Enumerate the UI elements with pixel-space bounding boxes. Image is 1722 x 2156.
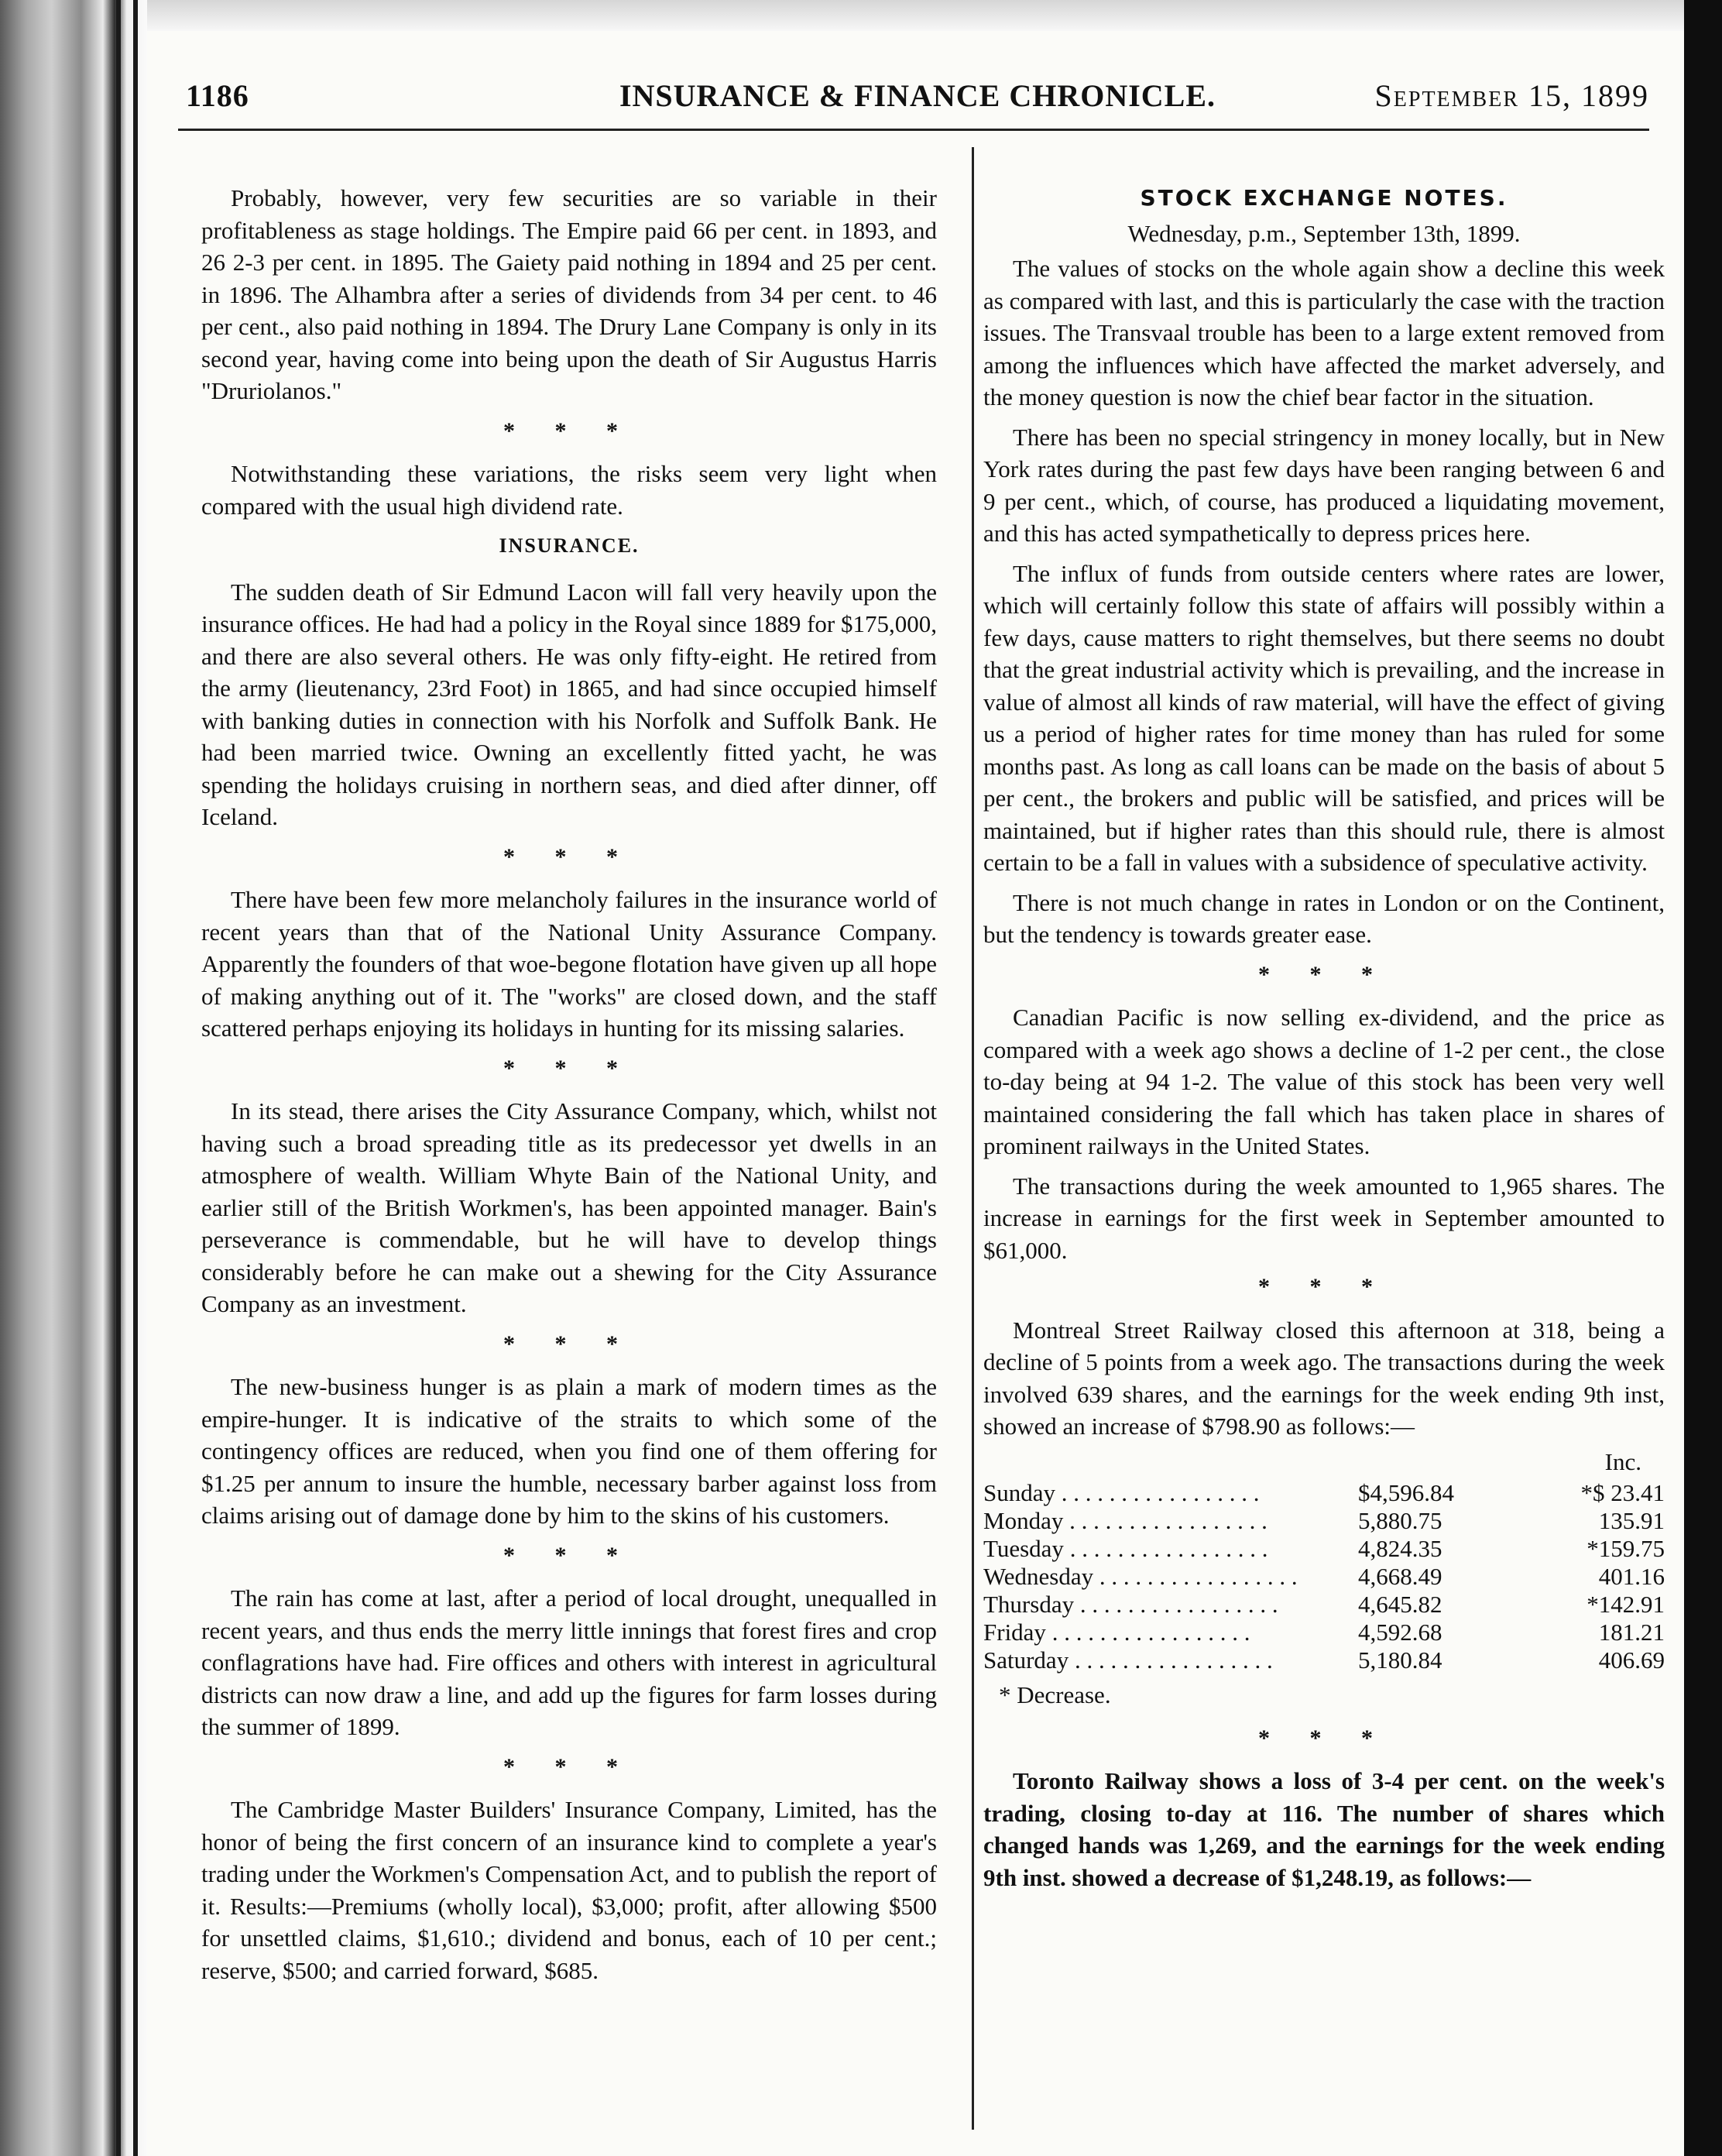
table-row	[983, 1619, 1665, 1646]
leader-dots: . . . . . . . . . . . . . . . . .	[1063, 1507, 1267, 1534]
paragraph: Montreal Street Railway closed this afternoon at 318, being a decline of 5 points from a week ago. The transactions during the week involved 639 shares, and the earnings for the week ending 9th inst, showed an increase of $798.90 as follows:—	[983, 1316, 1665, 1440]
day-label: Wednesday	[983, 1563, 1094, 1590]
paragraph: The sudden death of Sir Edmund Lacon will fall very heavily upon the insurance offices. He had had a policy in the Royal since 1889 for $175,000, and there are also several others. He was only fifty-eight. He retired from the army (lieutenancy, 23rd Foot) in 1865, and had since occupied himself with banking duties in connection with his Norfolk and Suffolk Bank. He had been married twice. Owning an excellently fitted yacht, he was spending the holidays cruising in northern seas, and died after dinner, off Iceland.	[201, 578, 937, 830]
section-separator: * * *	[503, 1542, 635, 1568]
table-note: * Decrease.	[999, 1681, 1111, 1708]
increase-cell: 181.21	[1598, 1619, 1665, 1646]
page-header	[186, 77, 1649, 132]
day-label: Saturday	[983, 1646, 1069, 1674]
publication-title: INSURANCE & FINANCE CHRONICLE.	[619, 78, 1216, 113]
paragraph: There have been few more melancholy failures in the insurance world of recent years than that of the National Unity Assurance Company. Apparently the founders of that woe-begone flotation have given up all hope of making anything out of it. The "works" are closed down, and the staff scattered perhaps enjoying its holidays in hunting for its missing salaries.	[201, 886, 937, 1042]
section-title: STOCK EXCHANGE NOTES.	[1140, 185, 1508, 211]
paragraph: The new-business hunger is as plain a mark of modern times as the empire-hunger. It is indicative of the straits to which some of the contingency offices are reduced, when you find one of them offering for $1.25 per annum to insure the humble, necessary barber against loss from claims arising out of damage done by him to the skins of his customers.	[201, 1373, 937, 1529]
paragraph: Canadian Pacific is now selling ex-dividend, and the price as compared with a week ago shows a decline of 1-2 per cent., the close to-day being at 94 1-2. The value of this stock has been very well maintained considering the fall which has taken place in shares of prominent railways in the United States.	[983, 1004, 1665, 1159]
scan-edge-line	[116, 0, 121, 2156]
table-row	[983, 1591, 1665, 1619]
table-row	[983, 1646, 1665, 1674]
scan-edge-line	[133, 0, 138, 2156]
section-separator: * * *	[503, 1753, 635, 1780]
leader-dots: . . . . . . . . . . . . . . . . .	[1063, 1535, 1268, 1562]
paragraph: The rain has come at last, after a period of local drought, unequalled in recent years, and thus ends the merry little innings that forest fires and crop conflagrations have had. Fire offices and others with interest in agricultural districts can now draw a line, and add up the figures for farm losses during the summer of 1899.	[201, 1584, 937, 1740]
column-divider	[972, 147, 974, 2130]
page-number: 1186	[186, 78, 249, 113]
header-rule	[178, 129, 1649, 131]
section-heading: INSURANCE.	[499, 534, 640, 557]
section-separator: * * *	[1258, 1725, 1390, 1751]
increase-cell: *$ 23.41	[1580, 1479, 1665, 1506]
day-label: Sunday	[983, 1479, 1055, 1506]
increase-cell: 406.69	[1598, 1646, 1665, 1674]
day-cell	[983, 1619, 1358, 1646]
day-cell	[983, 1479, 1358, 1507]
day-cell	[983, 1563, 1358, 1591]
left-column	[201, 182, 937, 1994]
day-label: Monday	[983, 1507, 1064, 1534]
amount-cell: 5,880.75	[1358, 1507, 1442, 1534]
section-separator: * * *	[503, 1055, 635, 1081]
day-cell	[983, 1646, 1358, 1674]
table-row	[983, 1563, 1665, 1591]
scan-margin-right	[1684, 0, 1722, 2156]
newspaper-page	[147, 31, 1684, 2156]
paragraph: There has been no special stringency in money locally, but in New York rates during the past few days have been ranging between 6 and 9 per cent., which, of course, has produced a liquidating movement, and this has acted sympathetically to depress prices here.	[983, 423, 1665, 547]
section-separator: * * *	[503, 843, 635, 870]
day-label: Friday	[983, 1619, 1046, 1646]
amount-cell: 4,668.49	[1358, 1563, 1442, 1590]
day-cell	[983, 1535, 1358, 1563]
paragraph: Probably, however, very few securities are so variable in their profitableness as stage holdings. The Empire paid 66 per cent. in 1893, and 26 2-3 per cent. in 1895. The Gaiety paid nothing in 1894 and 25 per cent. in 1896. The Alhambra after a series of dividends from 34 per cent. to 46 per cent., also paid nothing in 1894. The Drury Lane Company is only in its second year, having come into being upon the death of Sir Augustus Harris "Druriolanos."	[201, 184, 937, 404]
dateline: Wednesday, p.m., September 13th, 1899.	[1127, 219, 1521, 247]
table-row	[983, 1479, 1665, 1507]
leader-dots: . . . . . . . . . . . . . . . . .	[1069, 1646, 1273, 1674]
earnings-table	[983, 1479, 1665, 1674]
table-row	[983, 1507, 1665, 1535]
day-label: Tuesday	[983, 1535, 1064, 1562]
scan-margin-left	[0, 0, 147, 2156]
increase-cell: *142.91	[1587, 1591, 1665, 1618]
amount-cell: 4,592.68	[1358, 1619, 1442, 1646]
paragraph: The influx of funds from outside centers where rates are lower, which will certainly follow this state of affairs will possibly within a few days, cause matters to right themselves, but there seems no doubt that the great industrial activity which is prevailing, and the increase in value of almost all kinds of raw material, will have the effect of giving us a period of higher rates for time money than has ruled for some months past. As long as call loans can be made on the basis of about 5 per cent., the brokers and public will be satisfied, and prices will be maintained, but if higher rates than this should rule, there is almost certain to be a fall in values with a subsidence of speculative activity.	[983, 559, 1665, 876]
paragraph: The transactions during the week amounted to 1,965 shares. The increase in earnings for the first week in September amounted to $61,000.	[983, 1172, 1665, 1264]
right-column	[983, 182, 1665, 1901]
day-cell	[983, 1507, 1358, 1535]
leader-dots: . . . . . . . . . . . . . . . . .	[1074, 1591, 1278, 1618]
scan-margin-top	[147, 0, 1707, 31]
amount-cell: $4,596.84	[1358, 1479, 1454, 1506]
leader-dots: . . . . . . . . . . . . . . . . .	[1045, 1619, 1250, 1646]
paragraph: In its stead, there arises the City Assurance Company, which, whilst not having such a broad spreading title as its predecessor yet dwells in an atmosphere of wealth. William Whyte Bain of the National Unity, and earlier still of the British Workmen's, has been appointed manager. Bain's perseverance is commendable, but he will have to develop things considerably before he can make out a shewing for the City Assurance Company as an investment.	[201, 1097, 937, 1317]
paragraph: Toronto Railway shows a loss of 3-4 per cent. on the week's trading, closing to-day at 116. The number of shares which changed hands was 1,269, and the earnings for the week ending 9th inst. showed a decrease of $1,248.19, as follows:—	[983, 1767, 1665, 1891]
day-cell	[983, 1591, 1358, 1619]
section-separator: * * *	[503, 417, 635, 444]
issue-date: September 15, 1899	[1374, 78, 1649, 113]
paragraph: There is not much change in rates in London or on the Continent, but the tendency is towards greater ease.	[983, 888, 1665, 948]
day-label: Thursday	[983, 1591, 1075, 1618]
section-separator: * * *	[1258, 1274, 1390, 1299]
leader-dots: . . . . . . . . . . . . . . . . .	[1055, 1479, 1260, 1506]
paragraph: Notwithstanding these variations, the risks seem very light when compared with the usual high dividend rate.	[201, 460, 937, 520]
leader-dots: . . . . . . . . . . . . . . . . .	[1093, 1563, 1298, 1590]
section-separator: * * *	[503, 1330, 635, 1357]
amount-cell: 4,645.82	[1358, 1591, 1442, 1618]
amount-cell: 4,824.35	[1358, 1535, 1442, 1562]
paragraph: The Cambridge Master Builders' Insurance Company, Limited, has the honor of being the first concern of an insurance kind to complete a year's trading under the Workmen's Compensation Act, and to publish the report of it. Results:—Premiums (wholly local), $3,000; profit, after allowing $500 for unsettled claims, $1,610.; dividend and bonus, each of 10 per cent.; reserve, $500; and carried forward, $685.	[201, 1796, 937, 1984]
table-header-inc: Inc.	[1604, 1447, 1641, 1475]
increase-cell: 135.91	[1598, 1507, 1665, 1534]
paragraph: The values of stocks on the whole again show a decline this week as compared with last, and this is particularly the case with the traction issues. The Transvaal trouble has been to a large extent removed from among the influences which have affected the market adversely, and the money question is now the chief bear factor in the situation.	[983, 255, 1665, 410]
section-separator: * * *	[1258, 961, 1390, 987]
increase-cell: *159.75	[1587, 1535, 1665, 1562]
table-row	[983, 1535, 1665, 1563]
increase-cell: 401.16	[1598, 1563, 1665, 1590]
amount-cell: 5,180.84	[1358, 1646, 1442, 1674]
